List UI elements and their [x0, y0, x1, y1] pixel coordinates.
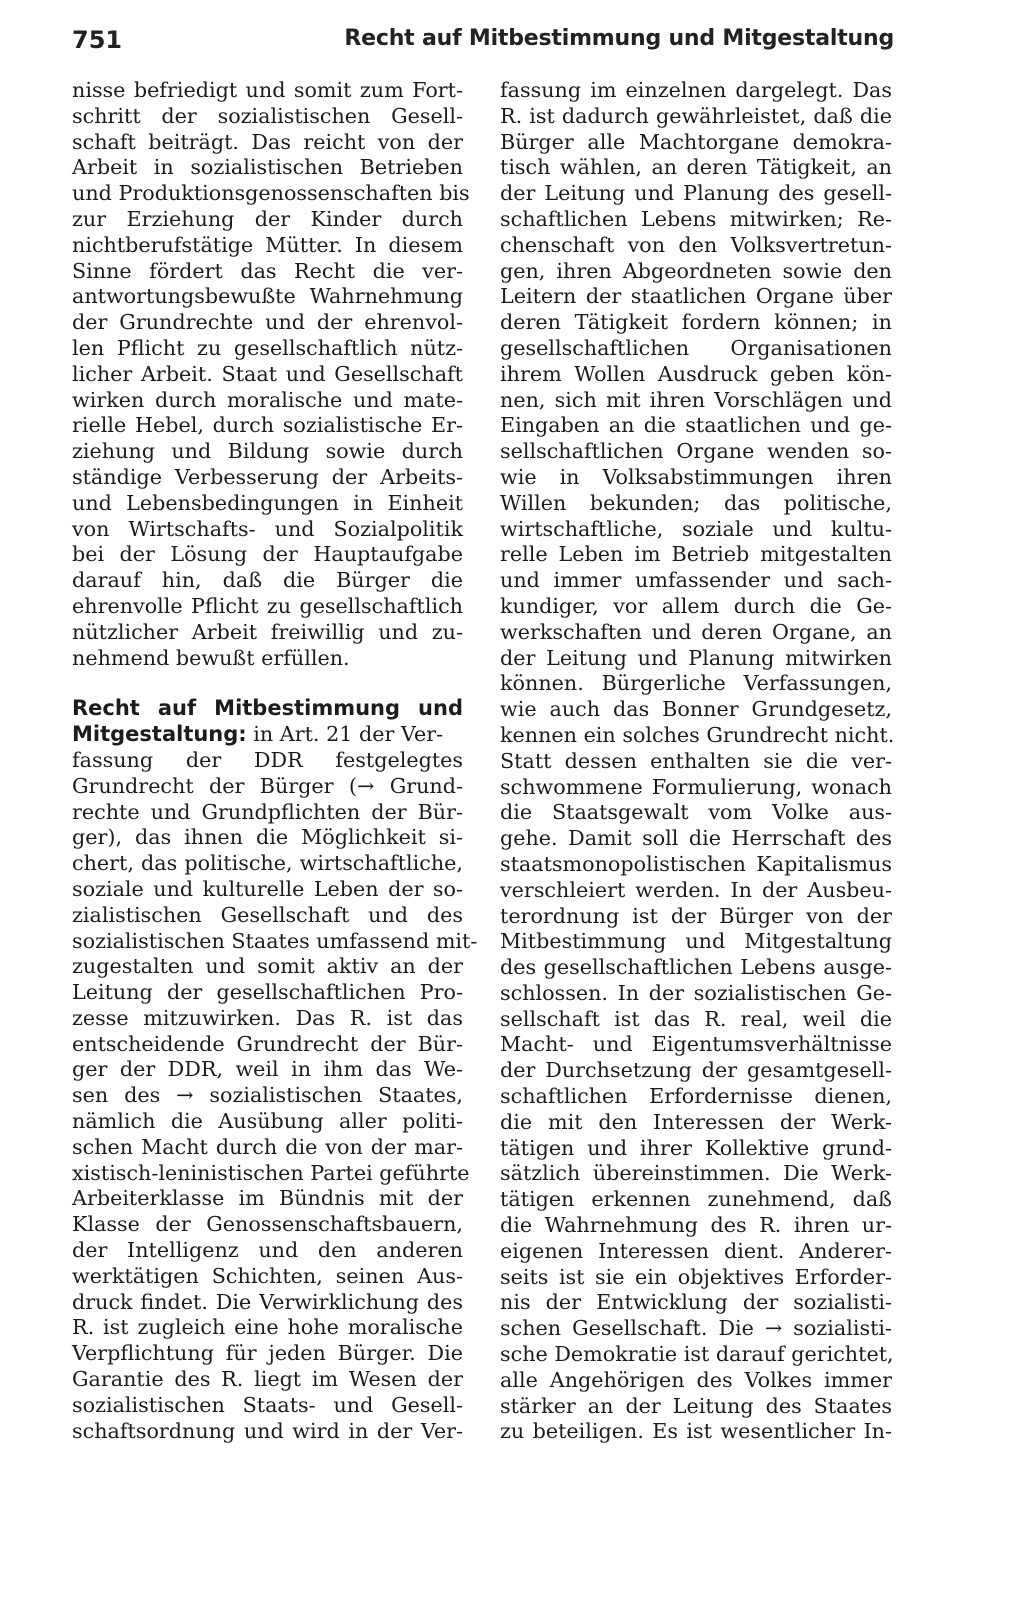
text-line: schaftlichen Lebens mitwirken; Re- [500, 206, 892, 231]
text-line: entscheidende Grundrecht der Bür- [72, 1031, 463, 1056]
text-line: Leitern der staatlichen Organe über [500, 284, 892, 309]
text-line: werkschaften und deren Organe, an [500, 619, 892, 644]
text-line: nämlich die Ausübung aller politi- [72, 1109, 463, 1134]
text-line: der Leitung und Planung des gesell- [500, 181, 892, 206]
text-line: relle Leben im Betrieb mitgestalten [500, 542, 892, 567]
text-line: R. ist dadurch gewährleistet, daß die [500, 103, 892, 128]
text-line: nis der Entwicklung der sozialisti- [500, 1290, 892, 1315]
text-line: schaftlichen Erfordernisse dienen, [500, 1084, 892, 1109]
text-line: Leitung der gesellschaftlichen Pro- [72, 980, 463, 1005]
text-line: zesse mitzuwirken. Das R. ist das [72, 1005, 463, 1030]
text-line: schaftsordnung und wird in der Ver- [72, 1418, 463, 1443]
text-line: tätigen erkennen zunehmend, daß [500, 1187, 892, 1212]
text-line: Willen bekunden; das politische, [500, 490, 892, 515]
text-line: R. ist zugleich eine hohe moralische [72, 1315, 463, 1340]
text-line: sen des → sozialistischen Staates, [72, 1083, 463, 1108]
text-line: nisse befriedigt und somit zum Fort- [72, 78, 463, 102]
text-line: stärker an der Leitung des Staates [500, 1393, 892, 1418]
text-line: die Wahrnehmung des R. ihren ur- [500, 1213, 892, 1238]
left-column [72, 78, 478, 1444]
text-line: die mit den Interessen der Werk- [500, 1109, 892, 1134]
text-line: werktätigen Schichten, seinen Aus- [72, 1263, 463, 1288]
text-line: schaft beiträgt. Das reicht von der [72, 129, 463, 154]
text-line: sellschaft ist das R. real, weil die [500, 1006, 892, 1031]
text-line: seits ist sie ein objektives Erforder- [500, 1264, 892, 1289]
page-header [72, 26, 894, 66]
text-line: ziehung und Bildung sowie durch [72, 439, 463, 464]
text-line: die Staatsgewalt vom Volke aus- [500, 800, 892, 825]
text-line: Klasse der Genossenschaftsbauern, [72, 1212, 463, 1237]
text-line: der Durchsetzung der gesamtgesell- [500, 1058, 892, 1083]
text-line: gehe. Damit soll die Herrschaft des [500, 826, 892, 851]
entry-term-line [72, 722, 463, 748]
text-line: terordnung ist der Bürger von der [500, 903, 892, 928]
text-line: xistisch-leninistischen Partei geführte [72, 1160, 470, 1185]
text-line: Statt dessen enthalten sie die ver- [500, 748, 892, 773]
text-line: gesellschaftlichen Organisationen [500, 335, 892, 360]
text-line: ständige Verbesserung der Arbeits- [72, 464, 463, 489]
text-line: sche Demokratie ist darauf gerichtet, [500, 1342, 894, 1367]
text-line: zu beteiligen. Es ist wesentlicher In- [500, 1419, 892, 1444]
text-line: sellschaftlichen Organe wenden so- [500, 439, 892, 464]
text-line: nen, sich mit ihren Vorschlägen und [500, 387, 892, 412]
text-line: alle Angehörigen des Volkes immer [500, 1367, 892, 1392]
page-number: 751 [72, 26, 123, 54]
text-line: antwortungsbewußte Wahrnehmung [72, 284, 463, 309]
entry-definition-start: in Art. 21 der Ver- [246, 722, 444, 747]
text-line: schlossen. In der sozialistischen Ge- [500, 980, 892, 1005]
text-line: und Produktionsgenossenschaften bis [72, 181, 470, 206]
text-line: ger der DDR, weil in ihm das We- [72, 1057, 463, 1082]
text-line: schritt der sozialistischen Gesell- [72, 103, 463, 128]
text-line: gen, ihren Abgeordneten sowie den [500, 258, 892, 283]
text-line: sätzlich übereinstimmen. Die Werk- [500, 1161, 892, 1186]
text-line: druck findet. Die Verwirklichung des [72, 1289, 463, 1314]
text-line: verschleiert werden. In der Ausbeu- [500, 877, 892, 902]
text-line: kundiger, vor allem durch die Ge- [500, 593, 892, 618]
text-line: rielle Hebel, durch sozialistische Er- [72, 413, 463, 438]
text-line: Mitbestimmung und Mitgestaltung [500, 929, 892, 954]
text-line: schen Macht durch die von der mar- [72, 1134, 463, 1159]
text-line: sozialistischen Staates umfassend mit- [72, 928, 478, 953]
text-line: darauf hin, daß die Bürger die [72, 568, 463, 593]
text-line: Eingaben an die staatlichen und ge- [500, 413, 892, 438]
text-line: nehmend bewußt erfüllen. [72, 645, 350, 670]
text-line: nichtberufstätige Mütter. In diesem [72, 232, 463, 257]
text-line: der Intelligenz und den anderen [72, 1238, 463, 1263]
running-head: Recht auf Mitbestimmung und Mitgestaltung [344, 26, 894, 51]
entry-term-line [72, 696, 463, 722]
text-line: Sinne fördert das Recht die ver- [72, 258, 463, 283]
text-line: wie in Volksabstimmungen ihren [500, 464, 892, 489]
text-line: ehrenvolle Pflicht zu gesellschaftlich [72, 593, 463, 618]
text-line: ger), das ihnen die Möglichkeit si- [72, 825, 463, 850]
text-line: Macht- und Eigentumsverhältnisse [500, 1032, 892, 1057]
text-line: staatsmonopolistischen Kapitalismus [500, 851, 892, 876]
text-line: zugestalten und somit aktiv an der [72, 954, 463, 979]
entry-body [72, 747, 478, 1445]
text-line: und Lebensbedingungen in Einheit [72, 490, 463, 515]
paragraph-continuation [72, 78, 470, 671]
text-line: Grundrecht der Bürger (→ Grund- [72, 773, 463, 798]
text-line: kennen ein solches Grundrecht nicht. [500, 722, 895, 747]
text-line: der Leitung und Planung mitwirken [500, 645, 892, 670]
entry-body-continued [500, 78, 895, 1445]
text-line: wirken durch moralische und mate- [72, 387, 463, 412]
text-line: nützlicher Arbeit freiwillig und zu- [72, 619, 463, 644]
text-line: ihrem Wollen Ausdruck geben kön- [500, 361, 892, 386]
text-line: chenschaft von den Volksvertretun- [500, 232, 892, 257]
text-line: sozialistischen Staats- und Gesell- [72, 1392, 463, 1417]
text-line: tätigen und ihrer Kollektive grund- [500, 1135, 892, 1160]
entry-term-continued: Mitgestaltung: [72, 722, 247, 747]
text-line: des gesellschaftlichen Lebens ausge- [500, 955, 892, 980]
text-line: Garantie des R. liegt im Wesen der [72, 1367, 463, 1392]
right-column [500, 78, 895, 1445]
text-line: von Wirtschafts- und Sozialpolitik [72, 516, 463, 541]
text-line: schwommene Formulierung, wonach [500, 774, 892, 799]
text-line: Arbeit in sozialistischen Betrieben [72, 155, 463, 180]
text-line: können. Bürgerliche Verfassungen, [500, 671, 892, 696]
entry-term: Recht auf Mitbestimmung und [72, 696, 463, 721]
text-line: tisch wählen, an deren Tätigkeit, an [500, 155, 892, 180]
text-line: Verpflichtung für jeden Bürger. Die [72, 1341, 463, 1366]
text-line: eigenen Interessen dient. Anderer- [500, 1238, 892, 1263]
text-line: zur Erziehung der Kinder durch [72, 206, 463, 231]
text-line: wie auch das Bonner Grundgesetz, [500, 697, 892, 722]
text-line: licher Arbeit. Staat und Gesellschaft [72, 361, 463, 386]
text-line: der Grundrechte und der ehrenvol- [72, 310, 463, 335]
text-line: len Pflicht zu gesellschaftlich nütz- [72, 335, 463, 360]
text-line: rechte und Grundpflichten der Bür- [72, 799, 463, 824]
text-line: soziale und kulturelle Leben der so- [72, 876, 463, 901]
text-line: chert, das politische, wirtschaftliche, [72, 851, 463, 876]
text-line: fassung im einzelnen dargelegt. Das [500, 78, 892, 102]
text-line: zialistischen Gesellschaft und des [72, 902, 463, 927]
text-line: schen Gesellschaft. Die → sozialisti- [500, 1316, 892, 1341]
text-line: fassung der DDR festgelegtes [72, 747, 463, 772]
text-line: und immer umfassender und sach- [500, 568, 892, 593]
text-line: Bürger alle Machtorgane demokra- [500, 129, 892, 154]
text-line: wirtschaftliche, soziale und kultu- [500, 516, 892, 541]
text-line: bei der Lösung der Hauptaufgabe [72, 542, 463, 567]
text-line: Arbeiterklasse im Bündnis mit der [72, 1186, 463, 1211]
text-line: deren Tätigkeit fordern können; in [500, 310, 892, 335]
